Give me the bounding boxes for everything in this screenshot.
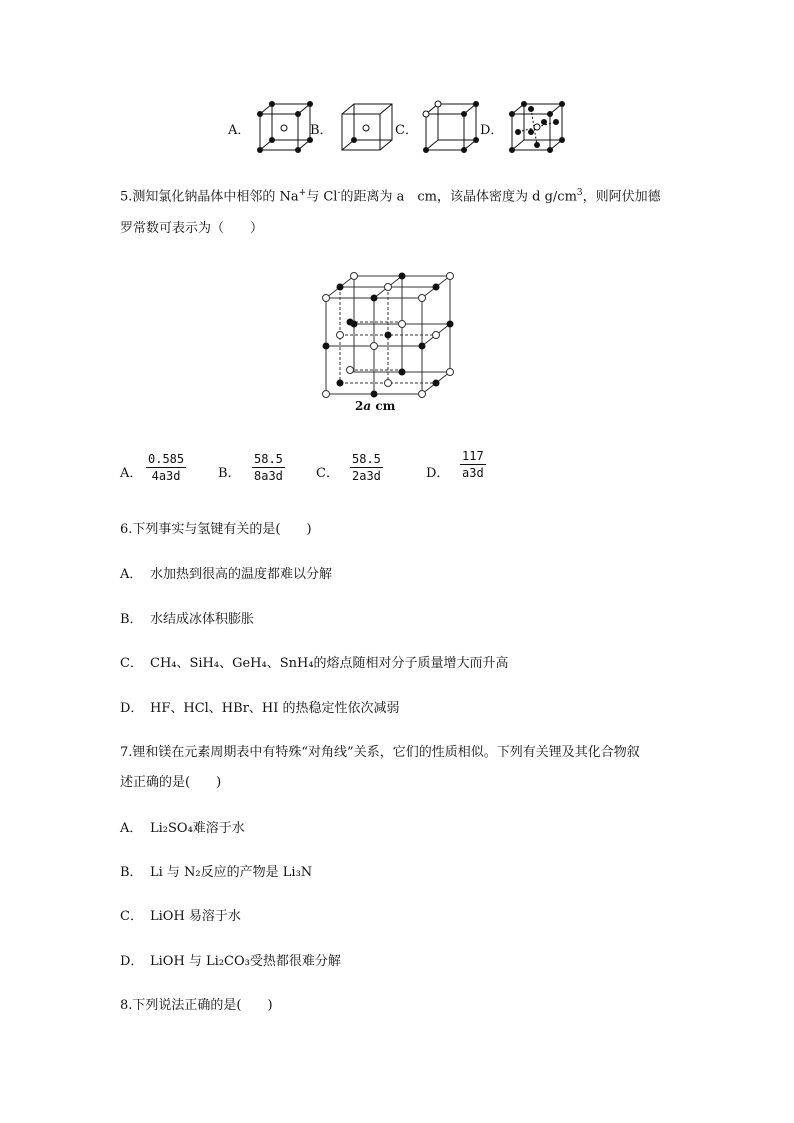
q6-c-label: C． <box>120 656 143 671</box>
q5-option-d-den: a3d <box>462 466 484 480</box>
q7-stem-line2: 述正确的是( ) <box>120 775 222 790</box>
q7-option-b <box>120 864 312 882</box>
q6-stem: 6.下列事实与氢键有关的是( ) <box>120 522 312 537</box>
q5-text-part1: 5.测知氯化钠晶体中相邻的 Na <box>120 189 299 205</box>
nacl-figure-caption <box>355 399 395 413</box>
q5-sup-cl: - <box>337 188 341 198</box>
q7-option-a <box>120 820 245 838</box>
q6-b-label: B． <box>120 612 143 627</box>
q8-stem: 8.下列说法正确的是( ) <box>120 998 273 1013</box>
q4-option-b-cube <box>334 100 402 158</box>
q5-option-a-fraction <box>146 452 186 483</box>
nacl-lattice-figure <box>318 268 458 418</box>
q5-option-d-label: D． <box>426 466 450 481</box>
q6-option-a <box>120 566 332 584</box>
q5-stem-line1 <box>120 184 661 206</box>
q4-option-a-label: A． <box>228 123 251 138</box>
q5-option-a-den: 4a3d <box>151 469 181 483</box>
q7-d-text: LiOH 与 Li₂CO₃受热都很难分解 <box>150 954 341 969</box>
q5-option-a-label: A． <box>120 466 143 481</box>
q5-option-c-den: 2a3d <box>352 469 381 483</box>
caption-var: a <box>363 399 372 413</box>
q6-d-text: HF、HCl、HBr、HI 的热稳定性依次减弱 <box>150 701 400 716</box>
q4-option-c-label: C． <box>395 123 418 138</box>
q5-option-c-label: C． <box>316 466 339 481</box>
caption-num: 2 <box>355 399 364 413</box>
q5-option-b-num: 58.5 <box>254 452 283 466</box>
q7-stem-line1: 7.锂和镁在元素周期表中有特殊“对角线”关系，它们的性质相似。下列有关锂及其化合物叙 <box>120 745 640 760</box>
q6-a-label: A． <box>120 567 143 582</box>
q4-option-b-label: B． <box>310 123 333 138</box>
q5-stem-line2: 罗常数可表示为（ ） <box>120 221 264 236</box>
q5-option-c-num: 58.5 <box>352 452 381 466</box>
q5-sup-na: + <box>298 188 307 198</box>
q6-a-text: 水加热到很高的温度都难以分解 <box>150 567 333 582</box>
q4-option-c-cube <box>418 100 486 158</box>
q5-option-b-fraction <box>252 452 285 483</box>
q5-text-part3: 的距离为 a cm，该晶体密度为 d g/cm <box>340 189 577 205</box>
q6-option-c <box>120 655 509 673</box>
q7-d-label: D． <box>120 954 144 969</box>
q6-b-text: 水结成冰体积膨胀 <box>150 612 255 627</box>
q7-a-label: A． <box>120 821 143 836</box>
q7-option-d <box>120 953 341 971</box>
q7-a-text: Li₂SO₄难溶于水 <box>150 821 245 836</box>
q7-option-c <box>120 908 241 926</box>
q7-c-text: LiOH 易溶于水 <box>150 909 241 924</box>
q5-option-b-label: B． <box>218 466 241 481</box>
caption-unit: cm <box>371 399 396 413</box>
q5-option-d-fraction <box>460 449 486 480</box>
q7-b-text: Li 与 N₂反应的产物是 Li₃N <box>150 865 313 880</box>
q5-option-b-den: 8a3d <box>254 469 283 483</box>
q5-sup-cm3: 3 <box>576 188 583 198</box>
q6-option-b <box>120 611 254 629</box>
q7-b-label: B． <box>120 865 143 880</box>
q5-text-part4: ，则阿伏加德 <box>582 189 661 205</box>
q5-option-c-fraction <box>350 452 383 483</box>
q6-d-label: D． <box>120 701 144 716</box>
q4-option-d-cube <box>504 100 574 158</box>
q6-c-text: CH₄、SiH₄、GeH₄、SnH₄的熔点随相对分子质量增大而升高 <box>150 656 509 671</box>
q5-text-part2: 与 Cl <box>306 189 338 205</box>
q5-option-a-num: 0.585 <box>148 452 185 466</box>
q7-c-label: C． <box>120 909 143 924</box>
q6-option-d <box>120 700 400 718</box>
q4-option-d-label: D． <box>480 123 504 138</box>
q5-option-d-num: 117 <box>462 449 484 463</box>
